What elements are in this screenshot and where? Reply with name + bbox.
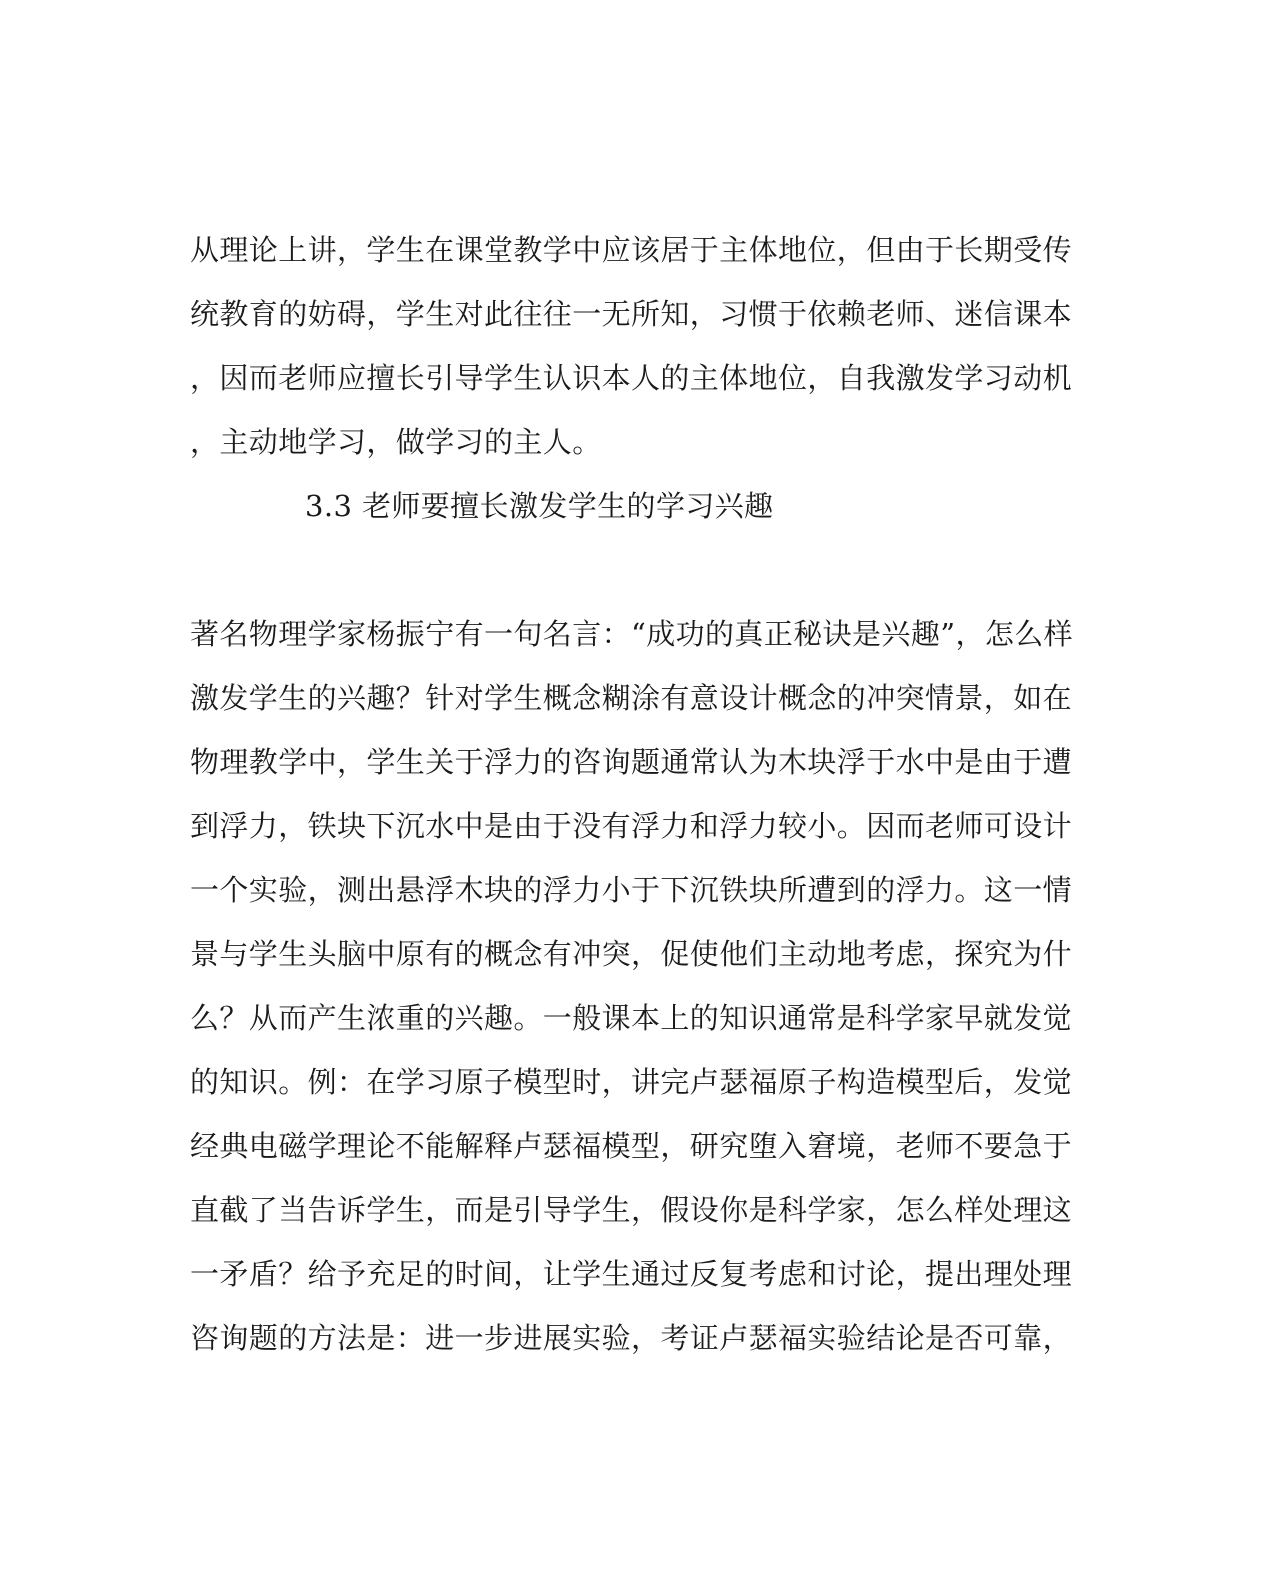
paragraph-line: 激发学生的兴趣？针对学生概念糊涂有意设计概念的冲突情景，如在	[190, 681, 1073, 715]
paragraph-line: 到浮力，铁块下沉水中是由于没有浮力和浮力较小。因而老师可设计	[190, 809, 1073, 843]
paragraph-line: 著名物理学家杨振宁有一句名言：“成功的真正秘诀是兴趣”，怎么样	[190, 617, 1074, 651]
paragraph-line: 从理论上讲，学生在课堂教学中应该居于主体地位，但由于长期受传	[190, 233, 1073, 267]
paragraph-line: 一矛盾？给予充足的时间，让学生通过反复考虑和讨论，提出理处理	[190, 1257, 1073, 1291]
paragraph-line: 直截了当告诉学生，而是引导学生，假设你是科学家，怎么样处理这	[190, 1193, 1073, 1227]
paragraph-line: 经典电磁学理论不能解释卢瑟福模型，研究堕入窘境，老师不要急于	[190, 1129, 1073, 1163]
paragraph-line: ，因而老师应擅长引导学生认识本人的主体地位，自我激发学习动机	[190, 361, 1073, 395]
paragraph-line: ，主动地学习，做学习的主人。	[190, 425, 602, 459]
paragraph-line: 么？从而产生浓重的兴趣。一般课本上的知识通常是科学家早就发觉	[190, 1001, 1073, 1035]
paragraph-line: 景与学生头脑中原有的概念有冲突，促使他们主动地考虑，探究为什	[190, 937, 1073, 971]
paragraph-line: 一个实验，测出悬浮木块的浮力小于下沉铁块所遭到的浮力。这一情	[190, 873, 1073, 907]
paragraph-line: 的知识。例：在学习原子模型时，讲完卢瑟福原子构造模型后，发觉	[190, 1065, 1073, 1099]
section-heading: 3.3 老师要擅长激发学生的学习兴趣	[305, 489, 774, 523]
paragraph-line: 咨询题的方法是：进一步进展实验，考证卢瑟福实验结论是否可靠，	[190, 1321, 1073, 1355]
paragraph-line: 统教育的妨碍，学生对此往往一无所知，习惯于依赖老师、迷信课本	[190, 297, 1073, 331]
paragraph-line: 物理教学中，学生关于浮力的咨询题通常认为木块浮于水中是由于遭	[190, 745, 1073, 779]
